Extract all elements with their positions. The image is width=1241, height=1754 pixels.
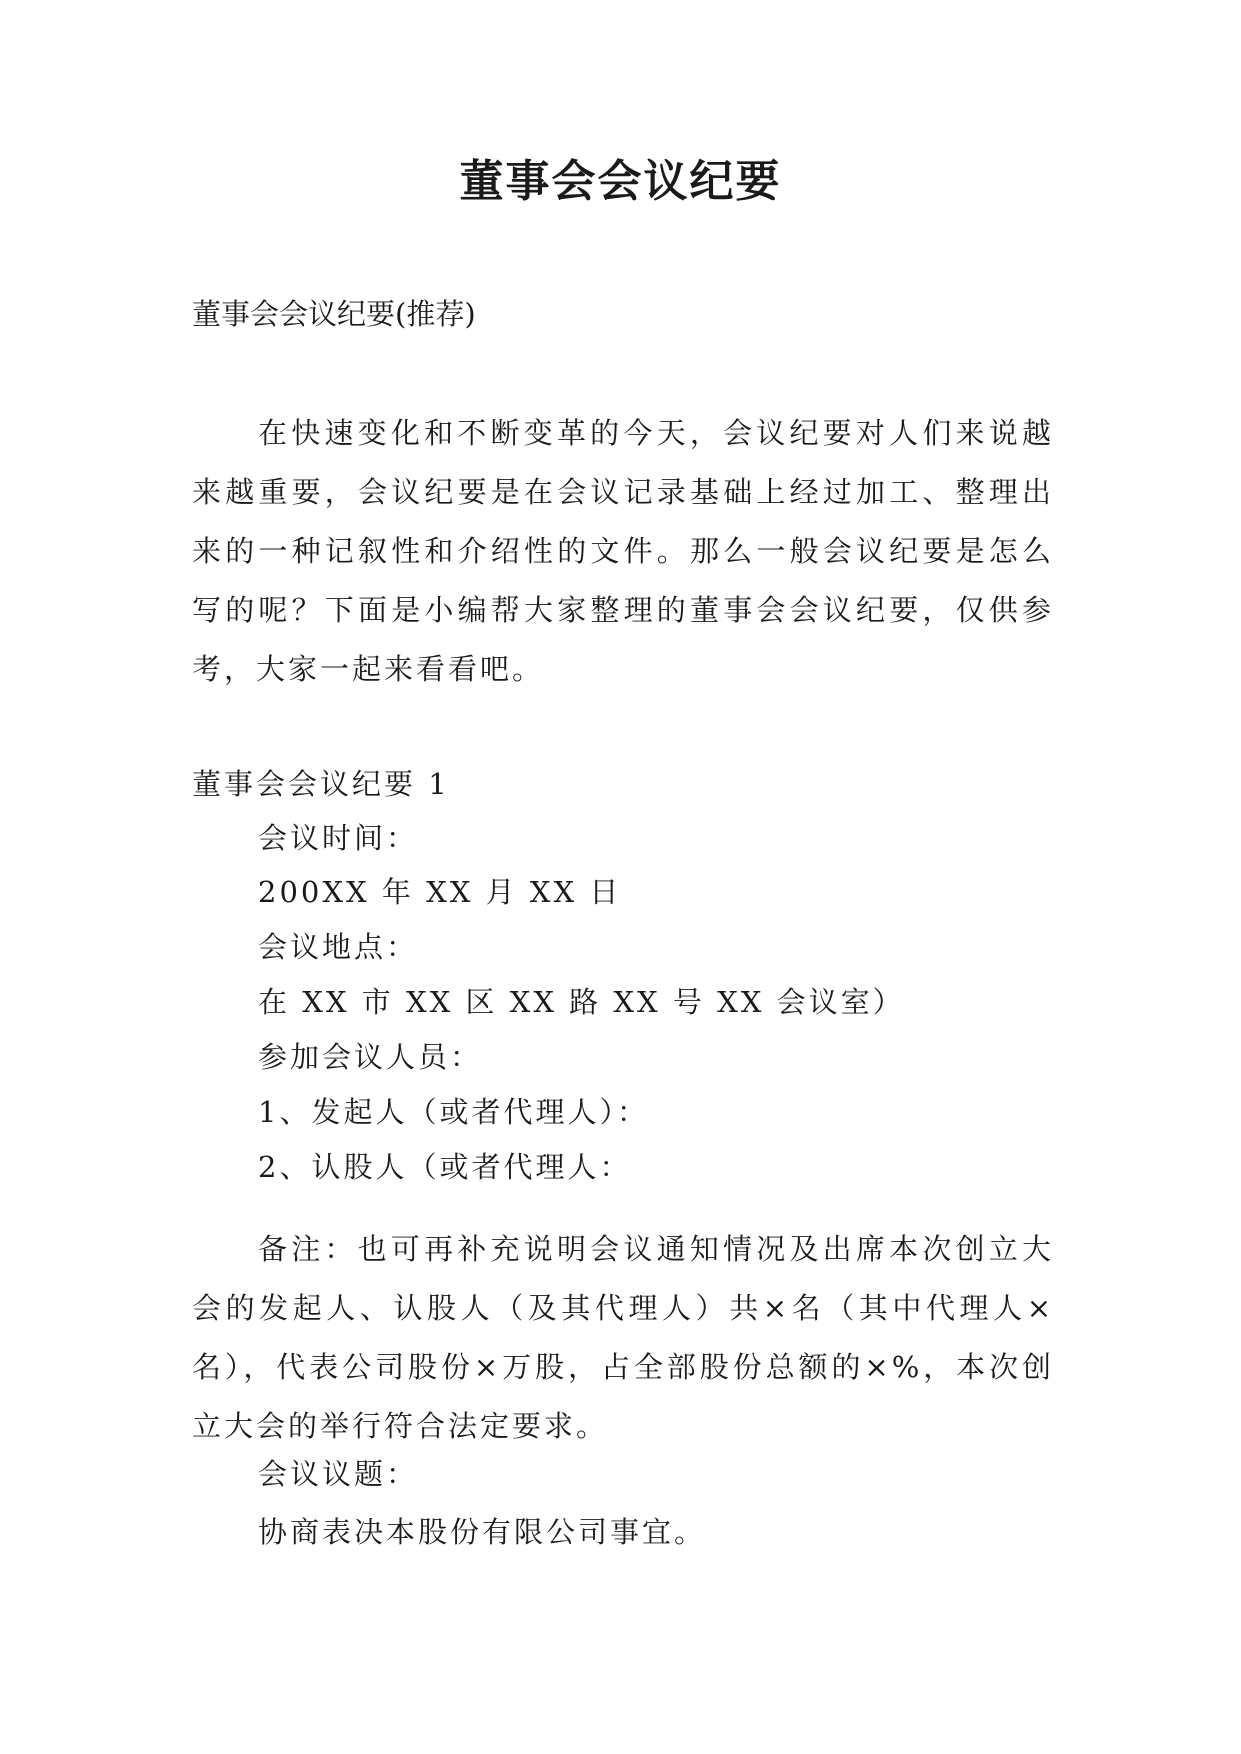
section-title: 董事会会议纪要 1 [192, 767, 450, 801]
topic-value: 协商表决本股份有限公司事宜。 [258, 1515, 707, 1549]
meeting-place-value: 在 XX 市 XX 区 XX 路 XX 号 XX 会议室） [258, 985, 905, 1019]
intro-paragraph: 在快速变化和不断变革的今天，会议纪要对人们来说越来越重要，会议纪要是在会议记录基础上经过加工、整理出来的一种记叙性和介绍性的文件。那么一般会议纪要是怎么写的呢？下面是小编帮大家整理的董事会会议纪要，仅供参考，大家一起来看看吧。 [192, 416, 1054, 686]
note-paragraph: 备注：也可再补充说明会议通知情况及出席本次创立大会的发起人、认股人（及其代理人）共×名（其中代理人×名），代表公司股份×万股，占全部股份总额的×%，本次创立大会的举行符合法定要求。 [192, 1232, 1054, 1443]
attendee-line-1: 1、发起人（或者代理人）： [258, 1095, 649, 1129]
attendee-line-2: 2、认股人（或者代理人： [258, 1150, 632, 1184]
attendees-label: 参加会议人员： [258, 1040, 483, 1074]
meeting-time-value: 200XX 年 XX 月 XX 日 [258, 875, 622, 909]
document-subtitle: 董事会会议纪要(推荐) [192, 297, 476, 331]
document-title: 董事会会议纪要 [459, 156, 782, 207]
meeting-place-label: 会议地点： [258, 930, 419, 964]
meeting-time-label: 会议时间： [258, 821, 419, 855]
topic-label: 会议议题： [258, 1457, 419, 1491]
